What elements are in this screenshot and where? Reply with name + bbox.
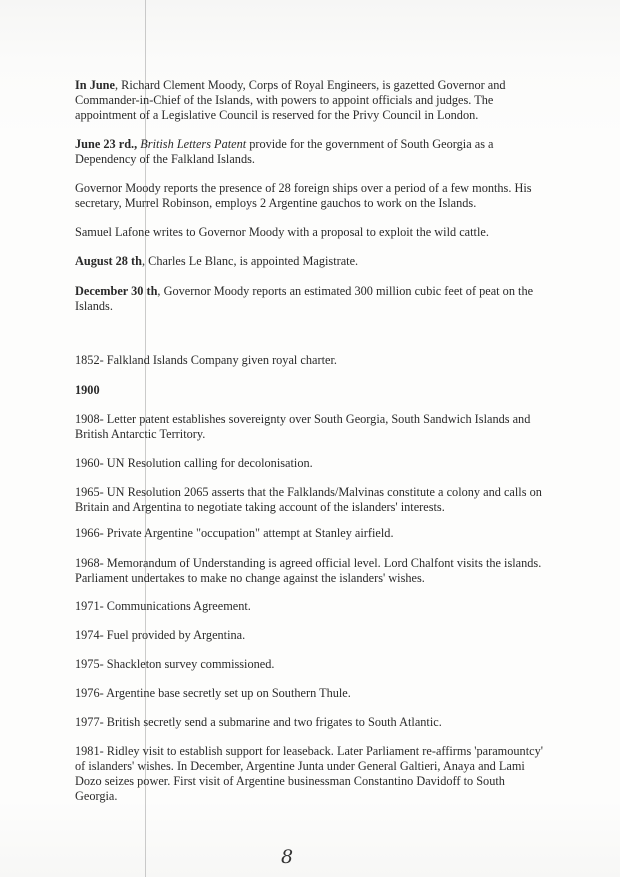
entry-foreign-ships: Governor Moody reports the presence of 28 foreign ships over a period of a few months. His secretary, Murrel Robinson, employs 2 Argentine gauchos to work on the Islands. [75,181,532,210]
entry-june-23: June 23 rd., British Letters Patent provide for the government of South Georgia as a Dependency of the Falkland Islands. [75,137,494,166]
entry-december-30: December 30 th, Governor Moody reports an estimated 300 million cubic feet of peat on the Islands. [75,284,534,313]
page-number: 8 [281,846,294,868]
entry-1974: 1974- Fuel provided by Argentina. [75,628,246,642]
entry-1981: 1981- Ridley visit to establish support for leaseback. Later Parliament re-affirms 'paramountcy' of islanders' wishes. In December, Argentine Junta under General Galtieri, Anaya and Lami Dozo seizes power. First visit of Argentine businessman Constantino Davidoff to South Georgia. [75,744,543,803]
entry-1968: 1968- Memorandum of Understanding is agreed official level. Lord Chalfont visits the islands. Parliament undertakes to make no change against the islanders' wishes. [75,556,542,585]
entry-1977: 1977- British secretly send a submarine and two frigates to South Atlantic. [75,715,442,729]
entry-august-28: August 28 th, Charles Le Blanc, is appointed Magistrate. [75,254,359,268]
entry-1960: 1960- UN Resolution calling for decolonisation. [75,456,313,470]
entry-samuel-lafone: Samuel Lafone writes to Governor Moody with a proposal to exploit the wild cattle. [75,225,489,239]
entry-1976: 1976- Argentine base secretly set up on Southern Thule. [75,686,351,700]
entry-1975: 1975- Shackleton survey commissioned. [75,657,275,671]
entry-june-1841: In June, Richard Clement Moody, Corps of Royal Engineers, is gazetted Governor and Commander-in-Chief of the Islands, with powers to appoint officials and judges. The appointment of a Legislative Council is reserved for the Privy Council in London. [75,78,506,122]
entry-1966: 1966- Private Argentine "occupation" attempt at Stanley airfield. [75,526,394,540]
entry-1965: 1965- UN Resolution 2065 asserts that the Falklands/Malvinas constitute a colony and calls on Britain and Argentina to negotiate taking account of the islanders' interests. [75,485,542,514]
section-heading-1900: 1900 [75,383,100,397]
entry-1971: 1971- Communications Agreement. [75,599,251,613]
entry-1908: 1908- Letter patent establishes sovereignty over South Georgia, South Sandwich Islands and British Antarctic Territory. [75,412,531,441]
entry-1852: 1852- Falkland Islands Company given royal charter. [75,353,337,367]
